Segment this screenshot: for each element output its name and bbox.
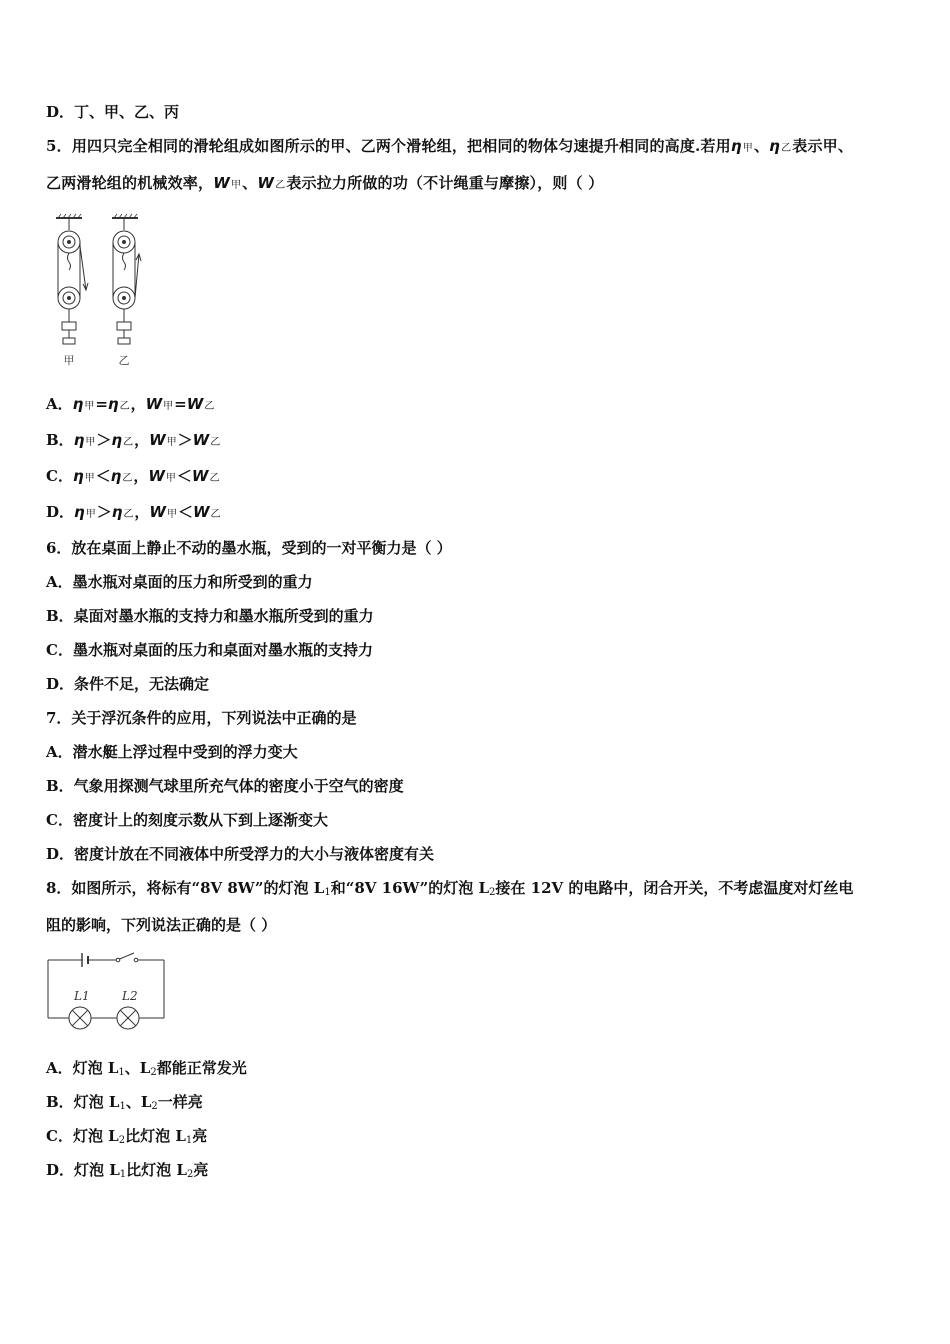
q8-option-c: [46, 1125, 207, 1152]
subscript-jia: 甲: [166, 437, 177, 448]
q5-option-c: [46, 465, 220, 490]
q7-option-d: D．密度计放在不同液体中所受浮力的大小与液体密度有关: [46, 845, 435, 863]
q8-stem-line-2: 阻的影响，下列说法正确的是（ ）: [46, 916, 277, 934]
w-symbol: W: [257, 174, 275, 192]
opt-text: 比灯泡 L: [126, 1161, 187, 1179]
w-symbol: W: [213, 174, 230, 192]
comma: ，: [130, 395, 146, 413]
separator: 、: [242, 174, 258, 192]
subscript-jia: 甲: [84, 473, 95, 484]
opt-text: 亮: [192, 1127, 208, 1145]
q7-option-b: B．气象用探测气球里所充气体的密度小于空气的密度: [46, 777, 404, 795]
opt-text: 都能正常发光: [156, 1059, 247, 1077]
subscript-yi: 乙: [210, 437, 221, 448]
subscript-1: 1: [185, 1135, 193, 1146]
circuit-figure: [44, 948, 168, 1034]
opt-text: 亮: [193, 1161, 209, 1179]
opt-text: B．灯泡 L: [46, 1093, 120, 1111]
opt-text: 、L: [125, 1093, 152, 1111]
subscript-yi: 乙: [210, 509, 221, 520]
relation: =: [174, 395, 187, 413]
pulley-diagram: [52, 212, 152, 372]
eta-symbol: η: [74, 503, 85, 521]
option-letter: A．: [46, 395, 73, 413]
q5-option-d: [46, 501, 222, 526]
subscript-2: 2: [150, 1067, 157, 1078]
q8-option-b: [46, 1091, 203, 1118]
w-symbol: W: [192, 431, 210, 449]
subscript-yi: 乙: [123, 437, 134, 448]
option-letter: D．: [46, 503, 75, 521]
w-symbol: W: [149, 503, 166, 521]
q6-option-d: D．条件不足，无法确定: [46, 675, 210, 693]
q4-option-d: D．丁、甲、乙、丙: [46, 103, 180, 121]
subscript-jia: 甲: [85, 437, 96, 448]
subscript-yi: 乙: [781, 143, 792, 154]
option-letter: B．: [46, 431, 74, 449]
subscript-2: 2: [151, 1101, 158, 1112]
subscript-jia: 甲: [163, 401, 174, 412]
q7-option-c: C．密度计上的刻度示数从下到上逐渐变大: [46, 811, 328, 829]
eta-symbol: η: [72, 467, 84, 485]
relation: ＞: [96, 431, 112, 449]
subscript-yi: 乙: [119, 401, 130, 412]
q8-option-a: [46, 1057, 247, 1084]
comma: ，: [133, 467, 149, 485]
subscript-jia: 甲: [166, 509, 177, 520]
w-symbol: W: [191, 467, 209, 485]
q8-stem-text-1c: 接在 12V 的电路中，闭合开关，不考虑温度对灯丝电: [495, 879, 854, 897]
subscript-1: 1: [324, 887, 331, 898]
w-symbol: W: [186, 395, 204, 413]
subscript-jia: 甲: [85, 509, 96, 520]
circuit-diagram: [44, 948, 168, 1034]
subscript-1: 1: [119, 1169, 127, 1180]
pulley-figure: [52, 212, 152, 372]
q6-option-b: B．桌面对墨水瓶的支持力和墨水瓶所受到的重力: [46, 607, 374, 625]
q8-stem-text-1a: 8．如图所示，将标有“8V 8W”的灯泡 L: [46, 879, 325, 897]
option-letter: C．: [46, 467, 73, 485]
q6-stem: 6．放在桌面上静止不动的墨水瓶，受到的一对平衡力是（ ）: [46, 539, 452, 557]
q6-option-a: A．墨水瓶对桌面的压力和所受到的重力: [46, 573, 313, 591]
opt-text: A．灯泡 L: [46, 1059, 119, 1077]
subscript-yi: 乙: [275, 180, 286, 191]
q5-stem-line-2: [46, 172, 603, 197]
q7-option-a: A．潜水艇上浮过程中受到的浮力变大: [46, 743, 298, 761]
q6-option-c: C．墨水瓶对桌面的压力和桌面对墨水瓶的支持力: [46, 641, 373, 659]
w-symbol: W: [148, 467, 165, 485]
q5-stem-line-1: [46, 135, 853, 160]
subscript-1: 1: [118, 1067, 125, 1078]
subscript-1: 1: [119, 1101, 126, 1112]
q8-stem-line-1: [46, 877, 853, 904]
subscript-jia: 甲: [230, 180, 242, 191]
relation: =: [95, 395, 108, 413]
figure-label-jia: 甲: [63, 354, 75, 367]
subscript-jia: 甲: [165, 473, 176, 484]
subscript-yi: 乙: [204, 401, 215, 412]
subscript-2: 2: [489, 887, 496, 898]
relation: ＞: [177, 431, 193, 449]
circuit-label-l1: L1: [74, 989, 90, 1003]
q8-stem-text-1b: 和“8V 16W”的灯泡 L: [330, 879, 490, 897]
figure-label-yi: 乙: [118, 354, 130, 367]
subscript-jia: 甲: [742, 143, 753, 154]
relation: ＜: [177, 503, 193, 521]
w-symbol: W: [192, 503, 210, 521]
eta-symbol: η: [769, 137, 781, 155]
subscript-2: 2: [186, 1169, 194, 1180]
circuit-label-l2: L2: [122, 989, 138, 1003]
subscript-jia: 甲: [84, 401, 95, 412]
q5-option-b: [46, 429, 221, 454]
subscript-yi: 乙: [122, 473, 133, 484]
q5-option-a: [46, 393, 215, 418]
q7-stem: 7．关于浮沉条件的应用，下列说法中正确的是: [46, 709, 357, 727]
subscript-yi: 乙: [123, 509, 134, 520]
q5-stem-text-2-tail: 表示拉力所做的功（不计绳重与摩擦），则（ ）: [286, 174, 604, 192]
w-symbol: W: [145, 395, 163, 413]
q8-option-d: [46, 1159, 208, 1186]
eta-symbol: η: [730, 137, 742, 155]
opt-text: 一样亮: [157, 1093, 203, 1111]
subscript-2: 2: [118, 1135, 126, 1146]
relation: ＜: [95, 467, 111, 485]
eta-symbol: η: [111, 431, 123, 449]
w-symbol: W: [149, 431, 166, 449]
comma: ，: [134, 503, 150, 521]
relation: ＞: [96, 503, 112, 521]
comma: ，: [134, 431, 150, 449]
q5-stem-text-1-tail: 表示甲、: [792, 137, 854, 155]
opt-text: 、L: [124, 1059, 151, 1077]
eta-symbol: η: [110, 467, 122, 485]
opt-text: C．灯泡 L: [46, 1127, 119, 1145]
separator: 、: [753, 137, 770, 155]
eta-symbol: η: [73, 431, 85, 449]
opt-text: D．灯泡 L: [46, 1161, 120, 1179]
eta-symbol: η: [72, 395, 84, 413]
opt-text: 比灯泡 L: [125, 1127, 186, 1145]
eta-symbol: η: [107, 395, 119, 413]
q5-stem-text-1: 5．用四只完全相同的滑轮组成如图所示的甲、乙两个滑轮组，把相同的物体匀速提升相同的高度.若用: [46, 137, 731, 155]
subscript-yi: 乙: [209, 473, 220, 484]
eta-symbol: η: [111, 503, 123, 521]
relation: ＜: [176, 467, 192, 485]
q5-stem-text-2-head: 乙两滑轮组的机械效率，: [46, 174, 214, 192]
